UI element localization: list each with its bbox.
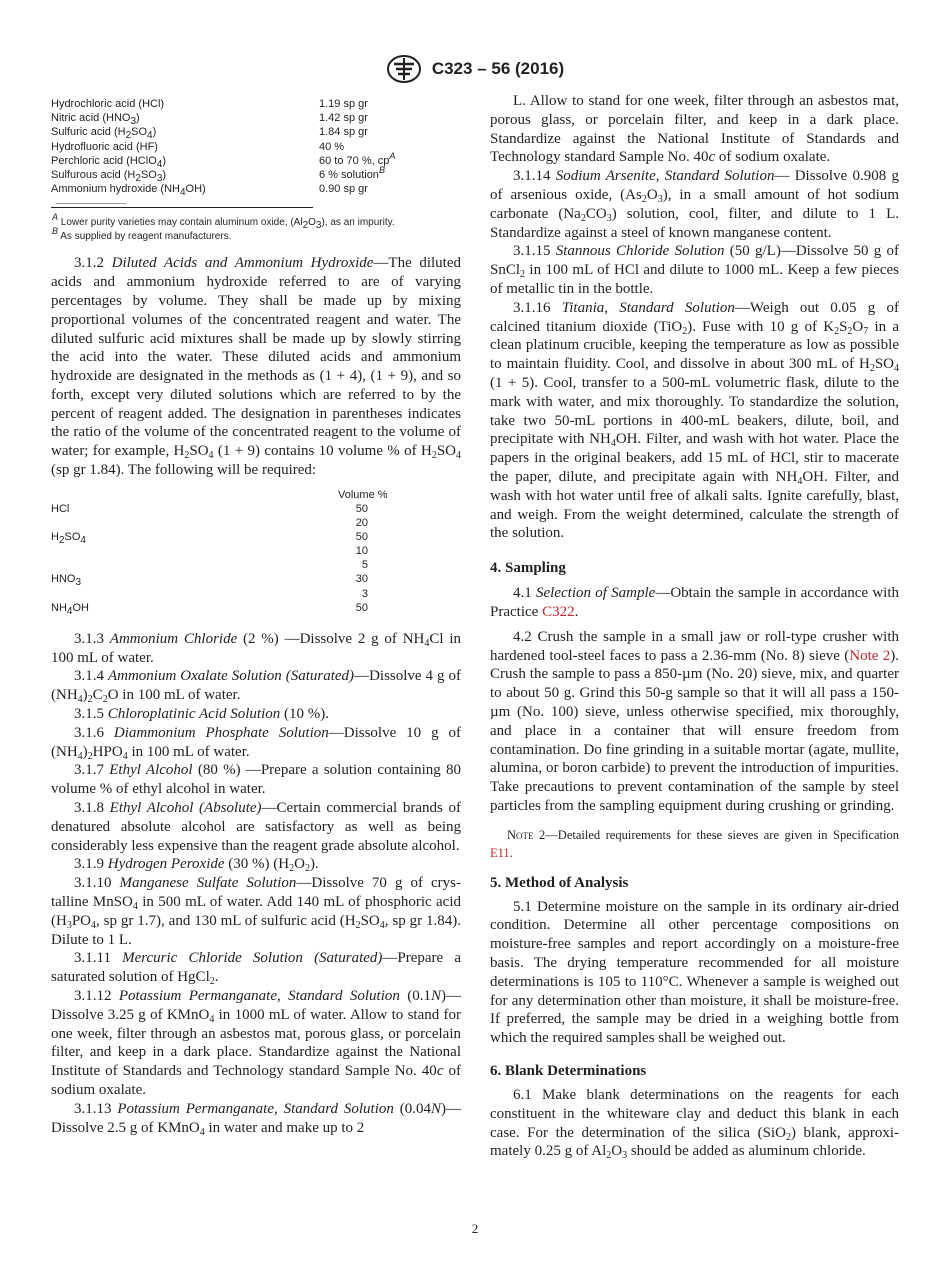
reagent-value: 1.19 sp gr <box>319 98 368 110</box>
paragraph: L. Allow to stand for one week, filter through an asbestos mat, porous glass, or porcelain filter, and keep in a dark place. Standardize against the National Institute of Standards and Technology standard Sample No. 40c of sodium oxalate. <box>490 93 899 166</box>
page-number: 2 <box>471 1221 479 1236</box>
astm-logo-icon <box>386 54 422 84</box>
section-4-title: 4. Sampling <box>490 560 566 577</box>
volume-value: 30 <box>355 573 368 586</box>
left-paragraphs-1 <box>51 254 461 480</box>
paragraph: 3.1.5 Chloroplatinic Acid Solution (10 %). <box>74 706 329 723</box>
footnote: $^A$ Lower purity varieties may contain aluminum oxide, $(Al_2O_3)$, as an impurity. <box>52 212 395 232</box>
volume-reagent: $HNO_3$ <box>51 573 82 589</box>
standard-designation: C323 – 56 (2016) <box>431 59 565 78</box>
reagent-row <box>51 141 461 155</box>
volume-reagent: $NH_4OH$ <box>51 601 89 617</box>
paragraph: 3.1.11 Mercuric Chloride Solution (Saturated)—Prepare a saturated solution of HgCl$_2$. <box>51 950 461 988</box>
volume-value: 20 <box>355 517 368 530</box>
reagent-row <box>51 126 461 140</box>
volume-reagent: HCl <box>51 502 70 515</box>
volume-table <box>51 488 461 616</box>
left-paragraphs-2 <box>51 630 461 1138</box>
left-column <box>51 92 461 1137</box>
reagent-table <box>51 98 461 197</box>
volume-row <box>51 587 461 601</box>
volume-row <box>51 558 461 572</box>
reagent-name: Hydrofluoric acid (HF) <box>51 140 158 153</box>
volume-value: 50 <box>355 502 368 515</box>
reagent-row <box>51 98 461 112</box>
paragraph: 3.1.14 Sodium Arsenite, Standard Solution— Dissolve 0.908 g of arsenious oxide, $(As_2O_3)$, in a small amount of hot sodium carbonate $(Na_2CO_3)$ solution, cool, filter, and dilute to 1 L. Standardize against a steel of known manganese content. <box>490 168 900 241</box>
para-4-2: 4.2 Crush the sample in a small jaw or roll-type crusher with hardened tool-steel faces to pass a 2.36-mm (No. 8) sieve (Note 2). Crush the sample to pass a 850-µm (No. 20) sieve, mix, and quarter to about 50 g. Grind this 50-g sample so that it will all pass a 150-µm (No. 100) sieve, unless otherwise specified, mix thoroughly, and place in a container that will ensure freedom from contamination. Do fine grinding in a suitable mortar (agate, mullite, alumina, or boron carbide) to prevent the introduction of impurities. Take precautions to prevent contamination of the sample by steel particles from the sampling equipment during crushing or grinding. <box>490 628 899 814</box>
volume-row <box>51 502 461 516</box>
volume-value: 5 <box>361 559 368 572</box>
page-header <box>0 54 950 84</box>
paragraph: 3.1.6 Diammonium Phosphate Solution—Dissolve 10 g of $(NH_4)_2HPO_4$ in 100 mL of water. <box>51 724 461 762</box>
paragraph: 3.1.3 Ammonium Chloride (2 %) —Dissolve 2 g of $NH_4Cl$ in 100 mL of water. <box>51 630 462 666</box>
reagent-name: Perchloric acid (HClO$_4$) <box>51 154 166 170</box>
paragraph: 3.1.4 Ammonium Oxalate Solution (Saturated)—Dissolve 4 g of $(NH_4)_2C_2O$ in 100 mL of water. <box>51 668 461 706</box>
paragraph: 3.1.12 Potassium Permanganate, Standard Solution (0.1N)—Dissolve 3.25 g of KMnO$_4$ in 1000 mL of water. Allow to stand for one week, filter through an asbestos mat, porous glass, or porcelain filter, and keep in a dark place. Standardize against the National Institute of Standards and Technology standard Sample No. 40c of sodium oxalate. <box>51 988 461 1098</box>
reagent-row <box>51 112 461 126</box>
section-5-title: 5. Method of Analysis <box>490 874 629 891</box>
paragraph: 3.1.15 Stannous Chloride Solution (50 g/L)—Dissolve 50 g of SnCl$_2$ in 100 mL of HCl and dilute to 1000 mL. Keep a few pieces of metallic tin in the bottle. <box>490 243 900 297</box>
reagent-name: Sulfurous acid $(H_2SO_3)$ <box>51 168 167 184</box>
reagent-name: Sulfuric acid $(H_2SO_4)$ <box>51 126 157 142</box>
reagent-row <box>51 155 461 169</box>
reagent-row <box>51 183 461 197</box>
footnote-rule-short <box>56 203 126 204</box>
para-4-1: 4.1 Selection of Sample—Obtain the sample in accordance with Practice C322. <box>490 585 900 620</box>
volume-row <box>51 544 461 558</box>
volume-header: Volume % <box>338 488 388 501</box>
volume-row <box>51 516 461 530</box>
note-2: Note 2—Detailed requirements for these sieves are given in Specification E11. <box>490 827 899 860</box>
volume-row <box>51 572 461 589</box>
volume-value: 50 <box>355 601 368 614</box>
reagent-row <box>51 169 461 183</box>
para-6-1: 6.1 Make blank determinations on the reagents for each constituent in the whiteware clay and deduct this blank in each case. For the determination of the silica (SiO$_2$) blank, approximately 0.25 g of $Al_2O_3$ should be added as aluminum chloride. <box>490 1087 899 1162</box>
reagent-value: 40 % <box>319 140 345 153</box>
paragraph: 3.1.9 Hydrogen Peroxide (30 %) $(H_2O_2)$. <box>74 856 319 875</box>
paragraph: 3.1.8 Ethyl Alcohol (Absolute)—Certain commercial brands of denatured absolute alcohol are satisfactory as well as being considerably less expensive than the reagent grade absolute alcohol. <box>51 800 461 854</box>
volume-value: 10 <box>355 545 368 558</box>
volume-row <box>51 601 461 615</box>
reagent-value: 0.90 sp gr <box>319 183 368 196</box>
reagent-name: Nitric acid $(HNO_3)$ <box>51 112 140 128</box>
volume-reagent: $H_2SO_4$ <box>51 531 86 547</box>
volume-row <box>51 530 461 547</box>
section-6-title: 6. Blank Determinations <box>490 1063 647 1080</box>
paragraph: 3.1.2 Diluted Acids and Ammonium Hydroxide—The diluted acids and ammonium hydroxide referred to are of varying percentages by volume. They shall be made up by mixing proportional volumes of the concentrated reagent and water. The diluted sulfuric acid mixtures shall be made up by slowly stirring the acid into the water. These diluted acids and ammonium hydroxide are designated in the methods as (1 + 4), (1 + 9), and so forth, except very diluted solutions which are referred to by the percent of reagent added. The designation in parentheses indicates the ratio of the volume of the concentrated reagent to the volume of water; for example, $H_2SO_4$ (1 + 9) contains 10 volume % of $H_2SO_4$ (sp gr 1.84). The following will be required: <box>51 255 461 479</box>
right-paragraphs-1 <box>490 92 899 543</box>
paragraph: 3.1.13 Potassium Permanganate, Standard Solution (0.04N)—Dissolve 2.5 g of KMnO$_4$ in water and make up to 2 <box>51 1100 461 1138</box>
paragraph: 3.1.7 Ethyl Alcohol (80 %) —Prepare a solution containing 80 volume % of ethyl alcohol in water. <box>51 762 462 798</box>
table-footnotes <box>51 212 461 244</box>
paragraph: 3.1.10 Manganese Sulfate Solution—Dissolve 70 g of crystalline MnSO$_4$ in 500 mL of water. Add 140 mL of phosphoric acid ($H_3PO_4$, sp gr 1.7), and 130 mL of sulfuric acid ($H_2SO_4$, sp gr 1.84). Dilute to 1 L. <box>51 875 461 948</box>
volume-value: 3 <box>361 587 368 600</box>
reagent-name: Hydrochloric acid (HCl) <box>51 98 165 110</box>
footnote-rule <box>51 207 313 208</box>
reagent-value: 60 to 70 %, $cp^A$ <box>319 150 396 167</box>
right-column <box>490 92 899 1161</box>
reagent-value: 1.84 sp gr <box>319 126 368 139</box>
para-5-1: 5.1 Determine moisture on the sample in its ordinary air-dried condition. Determine all other percentage compositions on moisture-free samples and report accordingly on a moisture-free basis. The drying temperature recommended for all moisture determinations is 105 to 110°C. Whenever a sample is weighed out for any determination other than moisture, it shall be moisture-free. If preferred, the sample may be dried in a weighing bottle from which the required samples shall be weighed out. <box>490 898 899 1047</box>
footnote: $^B$ As supplied by reagent manufacturers. <box>52 226 232 243</box>
reagent-name: Ammonium hydroxide $(NH_4OH)$ <box>51 183 206 199</box>
paragraph: 3.1.16 Titania, Standard Solution—Weigh out 0.05 g of calcined titanium dioxide (TiO$_2$). Fuse with 10 g of $K_2S_2O_7$ in a clean platinum crucible, keeping the temperature as low as possible to maintain fluidity. Cool, and dissolve in about 300 mL of $H_2SO_4$ (1 + 5). Cool, transfer to a 500-mL volumetric flask, dilute to the mark with water, and mix thoroughly. To standardize the solution, take two 50-mL portions in 400-mL beakers, dilute, boil, and precipitate with $NH_4OH$. Filter, and wash with hot water. Place the papers in the original beakers, add 15 mL of HCl, stir to macerate the paper, dilute, and precipitate again with $NH_4OH$. Filter, and wash with hot water until free of alkali salts. Ignite carefully, blast, and weigh. From the weight determined, calculate the strength of the solution. <box>490 299 900 542</box>
volume-value: 50 <box>355 531 368 544</box>
reagent-value: 1.42 sp gr <box>319 112 368 125</box>
reagent-value: 6 % solution$^B$ <box>319 164 385 181</box>
